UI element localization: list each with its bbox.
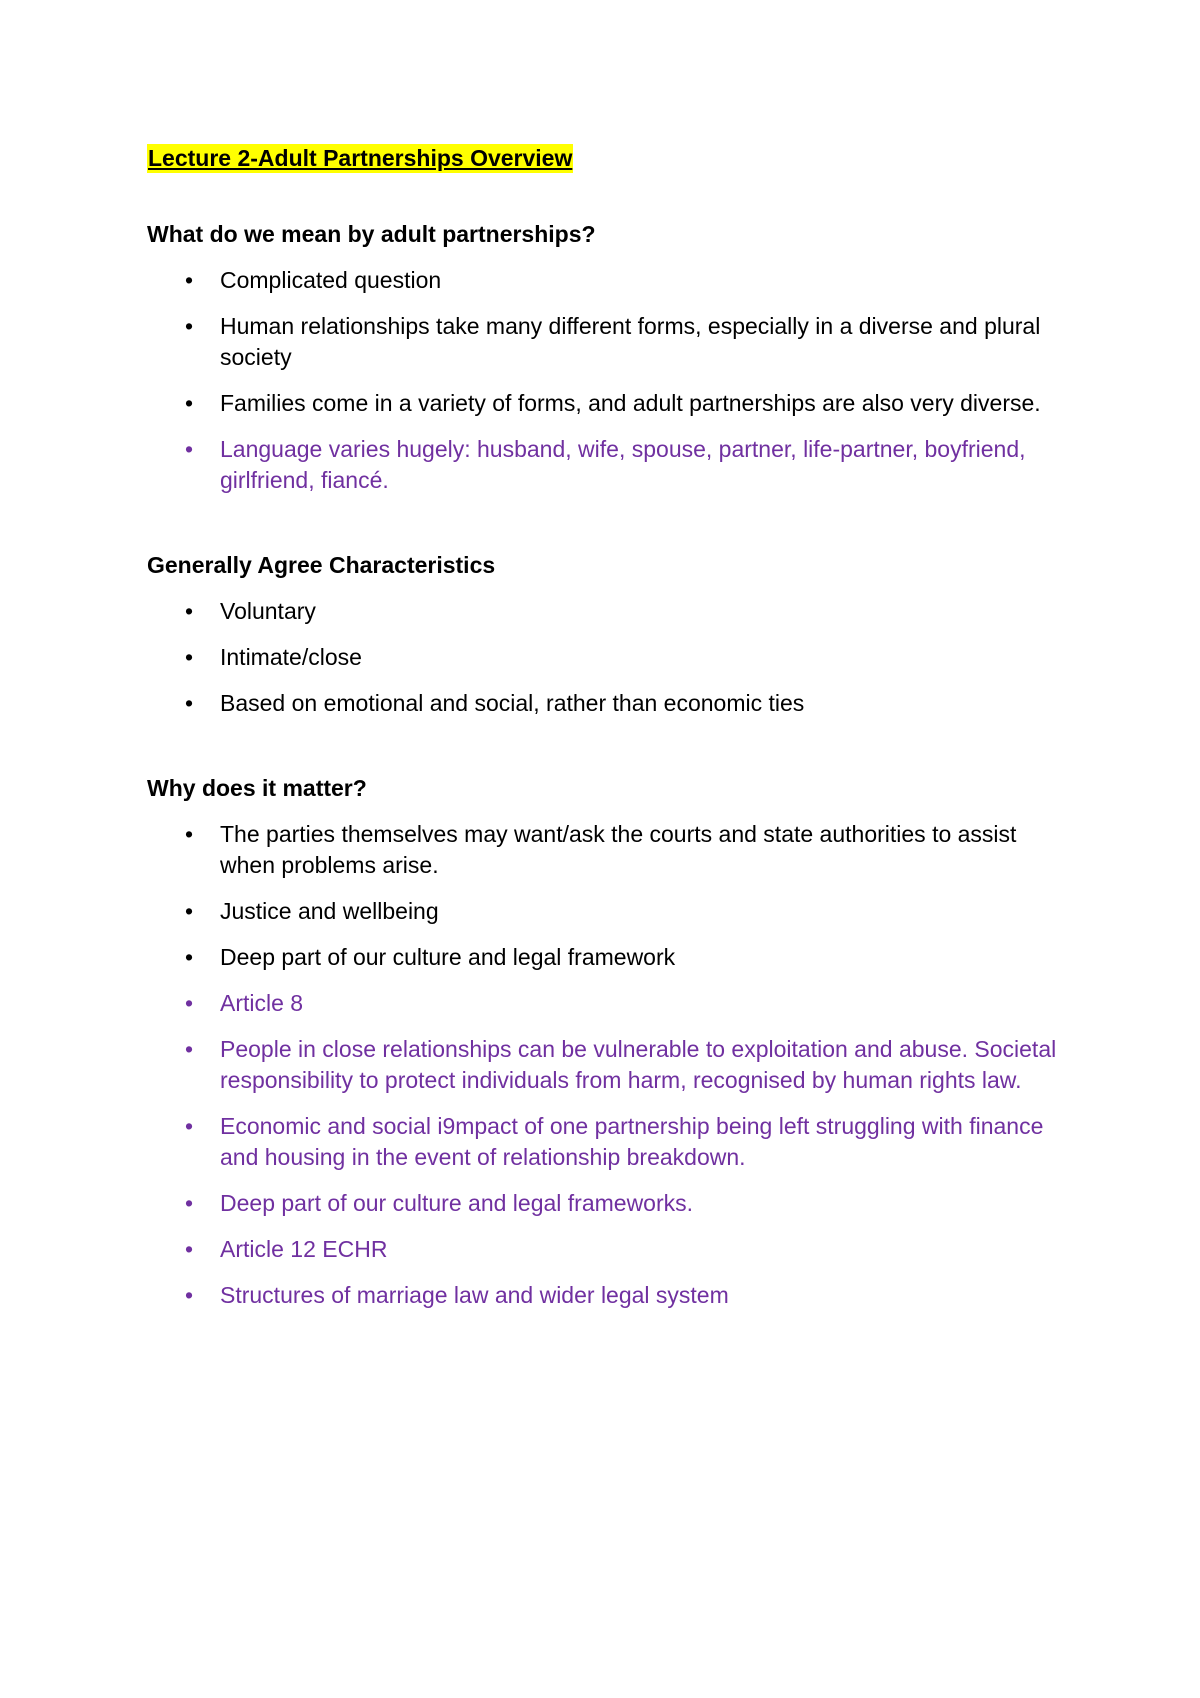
bullet-text: Complicated question — [220, 267, 442, 293]
spacer — [147, 719, 1057, 773]
bullet-text: Families come in a variety of forms, and adult partnerships are also very diverse. — [220, 390, 1041, 416]
bullet-item — [147, 1234, 1057, 1265]
bullet-text: Structures of marriage law and wider legal system — [220, 1282, 729, 1308]
bullet-item — [147, 688, 1057, 719]
bullet-item — [147, 388, 1057, 419]
bullet-item — [147, 988, 1057, 1019]
bullet-text: Intimate/close — [220, 644, 362, 670]
bullet-icon: • — [185, 598, 194, 624]
bullet-item — [147, 819, 1057, 881]
bullet-icon: • — [185, 690, 194, 716]
bullet-text: Article 12 ECHR — [220, 1236, 388, 1262]
bullet-text: The parties themselves may want/ask the courts and state authorities to assist when problems arise. — [220, 821, 1017, 878]
bullet-item — [147, 1188, 1057, 1219]
bullet-text: Deep part of our culture and legal framework — [220, 944, 676, 970]
bullet-text: Based on emotional and social, rather than economic ties — [220, 690, 805, 716]
bullet-icon: • — [185, 390, 194, 416]
bullet-item — [147, 896, 1057, 927]
spacer — [147, 174, 1057, 219]
bullet-text: Economic and social i9mpact of one partnership being left struggling with finance and housing in the event of relationship breakdown. — [220, 1113, 1044, 1170]
section-heading: Why does it matter? — [147, 775, 367, 801]
bullet-icon: • — [185, 1190, 194, 1216]
bullet-list — [147, 265, 1057, 496]
bullet-item — [147, 311, 1057, 373]
bullet-icon: • — [185, 1036, 194, 1062]
bullet-item — [147, 596, 1057, 627]
bullet-icon: • — [185, 1282, 194, 1308]
document-title: Lecture 2-Adult Partnerships Overview — [148, 145, 573, 171]
bullet-item — [147, 942, 1057, 973]
bullet-item — [147, 265, 1057, 296]
bullet-item — [147, 1111, 1057, 1173]
bullet-icon: • — [185, 944, 194, 970]
bullet-icon: • — [185, 1113, 194, 1139]
bullet-icon: • — [185, 267, 194, 293]
spacer — [147, 496, 1057, 550]
section-why-it-matters — [147, 773, 1057, 1311]
bullet-text: Voluntary — [220, 598, 316, 624]
section-adult-partnerships-definition — [147, 219, 1057, 496]
section-characteristics — [147, 550, 1057, 719]
bullet-list — [147, 819, 1057, 1311]
bullet-item — [147, 1280, 1057, 1311]
bullet-item — [147, 1034, 1057, 1096]
bullet-icon: • — [185, 644, 194, 670]
section-heading: Generally Agree Characteristics — [147, 552, 496, 578]
bullet-icon: • — [185, 1236, 194, 1262]
bullet-icon: • — [185, 313, 194, 339]
bullet-text: People in close relationships can be vulnerable to exploitation and abuse. Societal responsibility to protect individuals from harm, recognised by human rights law. — [220, 1036, 1057, 1093]
bullet-icon: • — [185, 990, 194, 1016]
section-heading: What do we mean by adult partnerships? — [147, 221, 596, 247]
bullet-text: Language varies hugely: husband, wife, spouse, partner, life-partner, boyfriend, girlfriend, fiancé. — [220, 436, 1026, 493]
bullet-text: Article 8 — [220, 990, 304, 1016]
bullet-icon: • — [185, 898, 194, 924]
bullet-list — [147, 596, 1057, 719]
bullet-text: Justice and wellbeing — [220, 898, 439, 924]
bullet-icon: • — [185, 436, 194, 462]
bullet-item — [147, 434, 1057, 496]
document-content — [147, 143, 1057, 1311]
bullet-item — [147, 642, 1057, 673]
bullet-text: Human relationships take many different forms, especially in a diverse and plural society — [220, 313, 1041, 370]
bullet-icon: • — [185, 821, 194, 847]
bullet-text: Deep part of our culture and legal frameworks. — [220, 1190, 694, 1216]
